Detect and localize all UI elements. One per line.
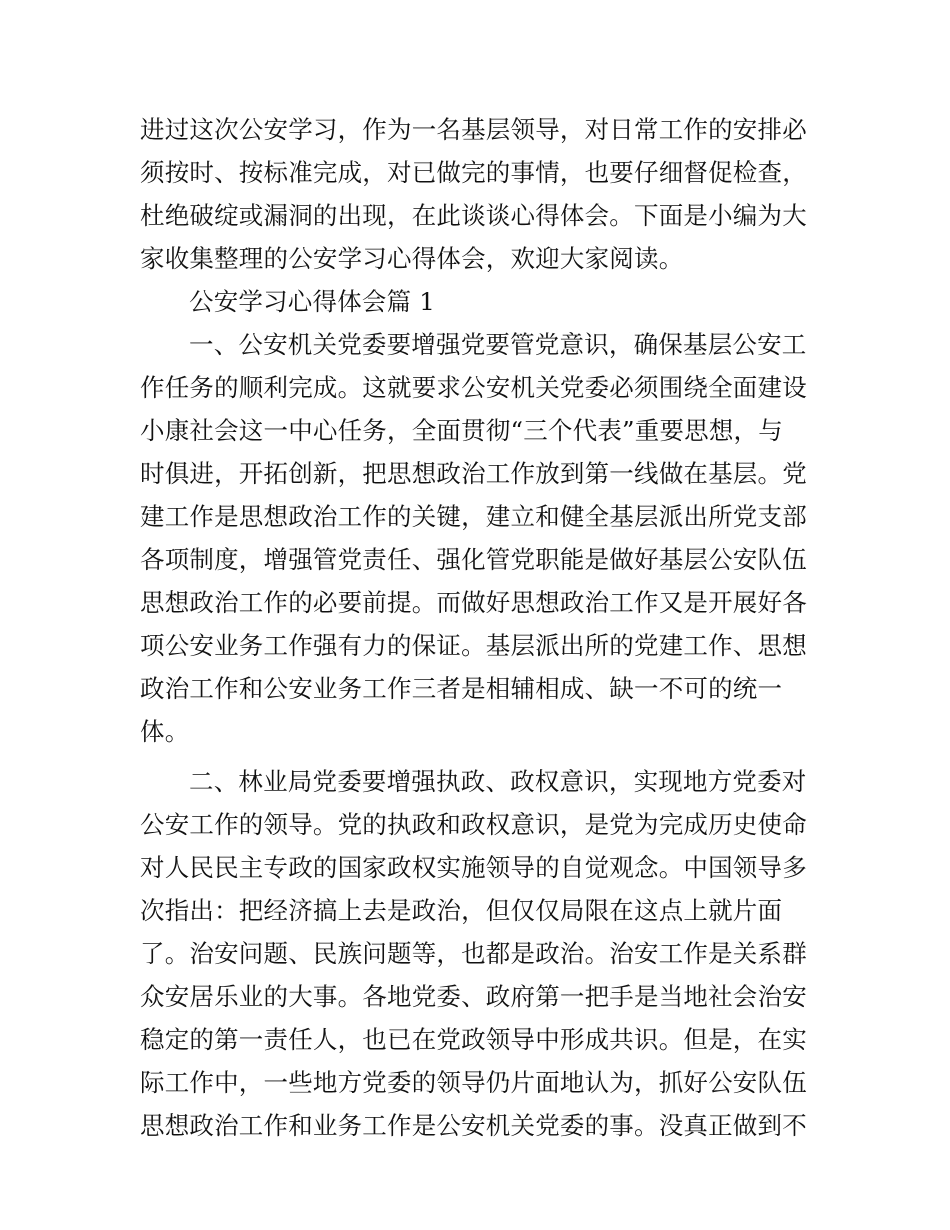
section-title: 公安学习心得体会篇 1	[189, 287, 436, 316]
paragraph2-line-4: 次指出：把经济搞上去是政治，但仅仅局限在这点上就片面	[140, 896, 783, 925]
paragraph2-line-6: 众安居乐业的大事。各地党委、政府第一把手是当地社会治安	[140, 982, 807, 1011]
paragraph2-line-1: 二、林业局党委要增强执政、政权意识，实现地方党委对	[189, 767, 807, 796]
paragraph1-line-7: 思想政治工作的必要前提。而做好思想政治工作又是开展好各	[140, 588, 807, 617]
paragraph2-line-8: 际工作中，一些地方党委的领导仍片面地认为，抓好公安队伍	[140, 1068, 807, 1097]
paragraph2-line-5: 了。治安问题、民族问题等，也都是政治。治安工作是关系群	[140, 939, 807, 968]
paragraph2-line-7: 稳定的第一责任人，也已在党政领导中形成共识。但是，在实	[140, 1025, 807, 1054]
paragraph2-line-9: 思想政治工作和业务工作是公安机关党委的事。没真正做到不	[140, 1111, 807, 1140]
paragraph1-line-10: 体。	[140, 717, 190, 746]
paragraph2-line-2: 公安工作的领导。党的执政和政权意识，是党为完成历史使命	[140, 810, 807, 839]
paragraph1-line-9: 政治工作和公安业务工作三者是相辅相成、缺一不可的统一	[140, 674, 783, 703]
paragraph1-line-5: 建工作是思想政治工作的关键，建立和健全基层派出所党支部	[140, 502, 807, 531]
paragraph1-line-8: 项公安业务工作强有力的保证。基层派出所的党建工作、思想	[140, 631, 807, 660]
paragraph1-line-2: 作任务的顺利完成。这就要求公安机关党委必须围绕全面建设	[140, 373, 807, 402]
paragraph1-line-1: 一、公安机关党委要增强党要管党意识，确保基层公安工	[189, 330, 807, 359]
intro-line-4: 家收集整理的公安学习心得体会，欢迎大家阅读。	[140, 244, 684, 273]
paragraph2-line-3: 对人民民主专政的国家政权实施领导的自觉观念。中国领导多	[140, 853, 807, 882]
intro-line-2: 须按时、按标准完成，对已做完的事情，也要仔细督促检查，	[140, 158, 807, 187]
paragraph1-line-4: 时俱进，开拓创新，把思想政治工作放到第一线做在基层。党	[140, 459, 807, 488]
intro-line-3: 杜绝破绽或漏洞的出现，在此谈谈心得体会。下面是小编为大	[140, 201, 807, 230]
paragraph1-line-3: 小康社会这一中心任务，全面贯彻“三个代表”重要思想，与	[140, 416, 783, 445]
intro-line-1: 进过这次公安学习，作为一名基层领导，对日常工作的安排必	[140, 115, 807, 144]
paragraph1-line-6: 各项制度，增强管党责任、强化管党职能是做好基层公安队伍	[140, 545, 807, 574]
